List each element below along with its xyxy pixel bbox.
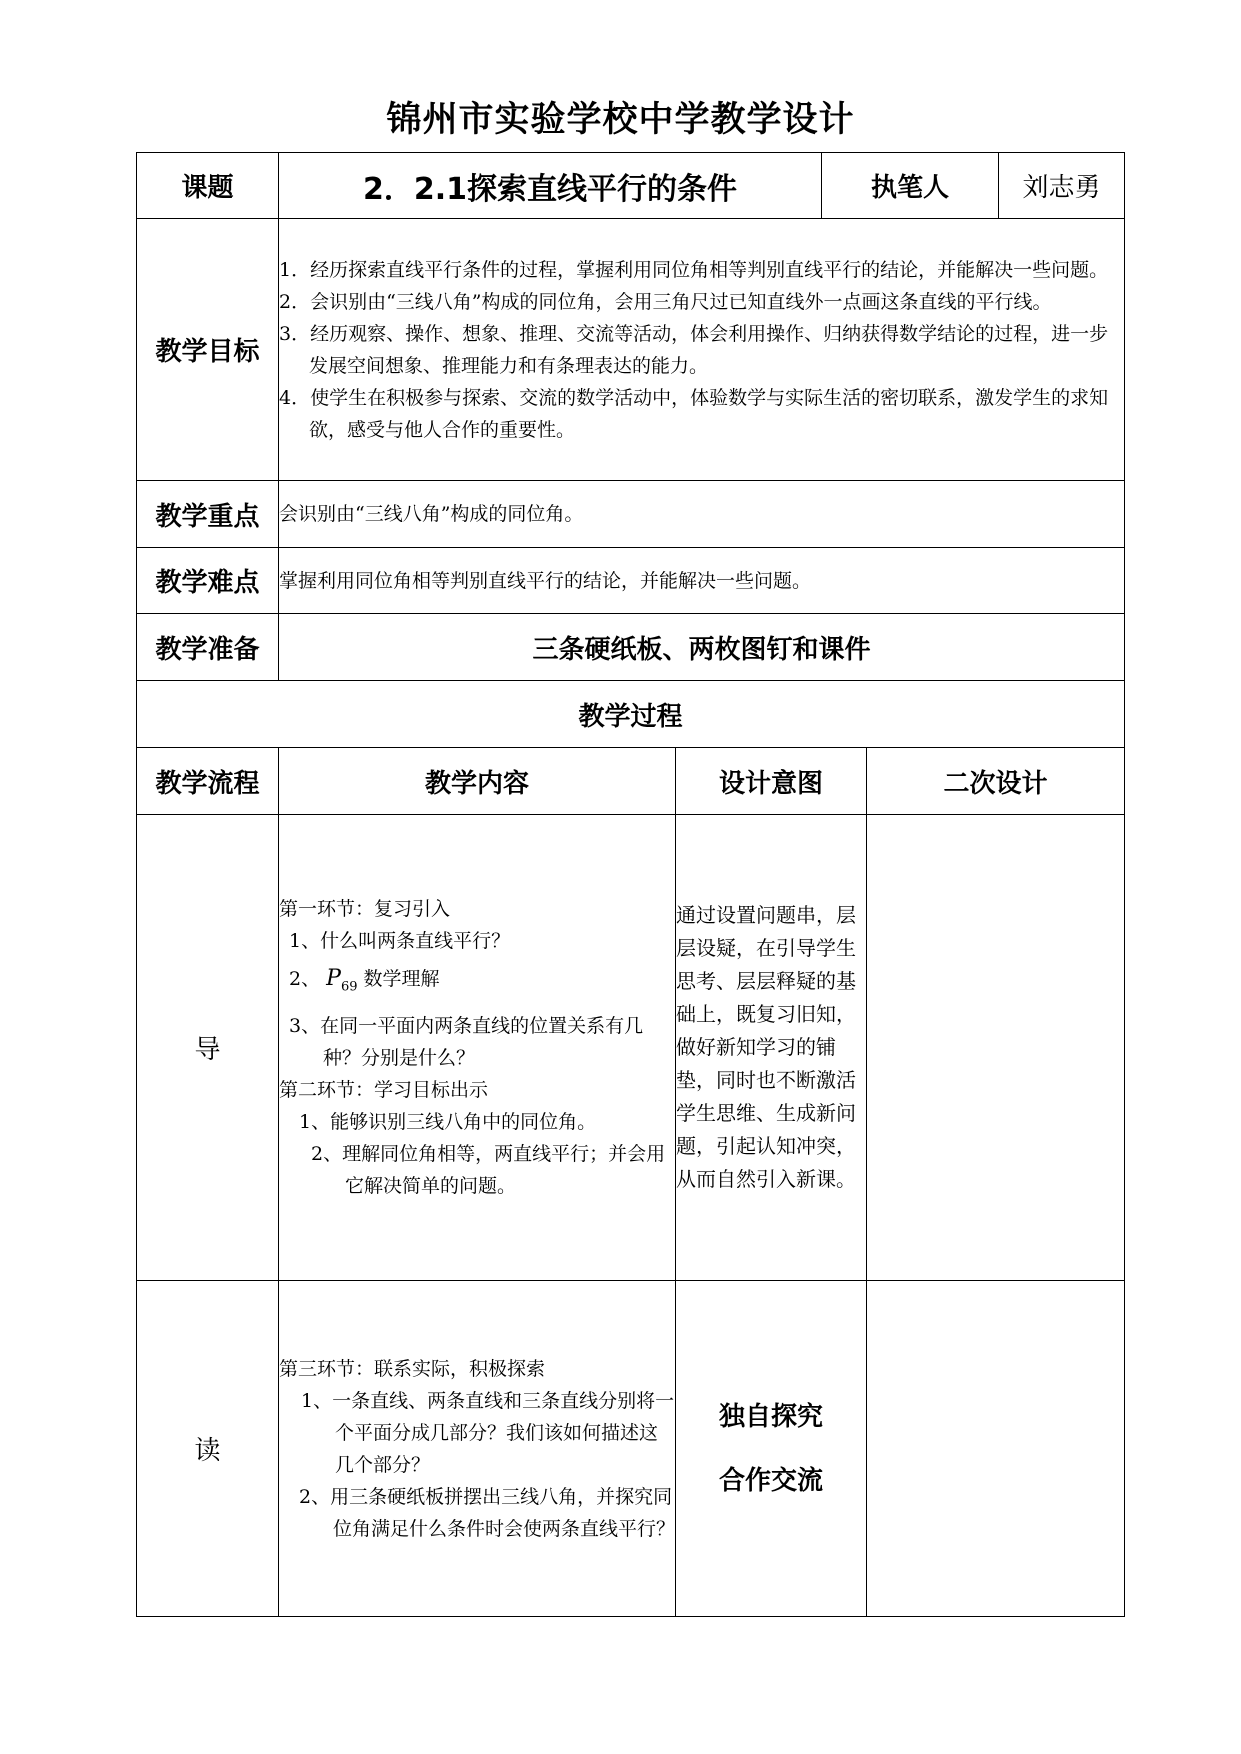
intent-line: 独自探究 [718,1401,823,1432]
document-title: 锦州市实验学校中学教学设计 [386,100,855,140]
design-intent: 通过设置问题串，层层设疑，在引导学生思考、层层释疑的基础上，既复习旧知，做好新知学习的铺垫，同时也不断激活学生思维、生成新问题，引起认知冲突，从而自然引入新课。 [676,815,867,1281]
section-heading: 第一环节：复习引入 [279,898,451,921]
goal-item: 3．经历观察、操作、想象、推理、交流等活动，体会利用操作、归纳获得数学结论的过程，进一步发展空间想象、推理能力和有条理表达的能力。 [279,322,1109,377]
goal-item: 1．经历探索直线平行条件的过程，掌握利用同位角相等判别直线平行的结论，并能解决一些问题。 [279,258,1109,281]
key-point-row [137,481,1125,548]
preparation-value: 三条硬纸板、两枚图钉和课件 [279,614,1125,681]
difficulty-label: 教学难点 [137,548,279,614]
section-heading: 第三环节：联系实际，积极探索 [279,1357,546,1380]
second-design [867,815,1125,1281]
question-item: 1、一条直线、两条直线和三条直线分别将一个平面分成几部分？我们该如何描述这几个部分？ [301,1389,675,1476]
question-text: 数学理解 [357,968,440,991]
author-value: 刘志勇 [999,153,1125,219]
goals-label: 教学目标 [137,219,279,481]
goals-row [137,219,1125,481]
question-item [279,963,675,1003]
page-reference [326,966,358,995]
column-header-content: 教学内容 [279,748,676,815]
author-label: 执笔人 [822,153,999,219]
goal-item: 1、能够识别三线八角中的同位角。 [299,1110,597,1133]
section-heading: 第二环节：学习目标出示 [279,1078,489,1101]
preparation-row [137,614,1125,681]
table-row [137,815,1125,1281]
intent-line: 合作交流 [718,1465,823,1496]
difficulty-value: 掌握利用同位角相等判别直线平行的结论，并能解决一些问题。 [279,548,1125,614]
page-number: 69 [340,979,358,995]
difficulty-row [137,548,1125,614]
topic-row [137,153,1125,219]
question-number: 2、 [289,968,321,991]
stage-content [279,1281,676,1617]
stage-label: 读 [137,1281,279,1617]
goal-item: 4．使学生在积极参与探索、交流的数学活动中，体验数学与实际生活的密切联系，激发学生的求知欲，感受与他人合作的重要性。 [279,386,1109,441]
stage-label: 导 [137,815,279,1281]
table-row [137,1281,1125,1617]
lesson-plan-table [136,152,1125,1617]
design-intent [676,1281,867,1617]
question-item: 2、用三条硬纸板拼摆出三线八角，并探究同位角满足什么条件时会使两条直线平行？ [299,1485,676,1540]
key-point-value: 会识别由“三线八角”构成的同位角。 [279,481,1125,548]
column-header-intent: 设计意图 [676,748,867,815]
process-title-row [137,681,1125,748]
question-item: 3、在同一平面内两条直线的位置关系有几种？分别是什么？ [289,1014,644,1069]
preparation-label: 教学准备 [137,614,279,681]
page-variable: P [326,966,341,992]
column-header-stage: 教学流程 [137,748,279,815]
process-title: 教学过程 [137,681,1125,748]
stage-content [279,815,676,1281]
goal-item: 2、理解同位角相等，两直线平行；并会用它解决简单的问题。 [311,1142,666,1197]
topic-value: 2．2.1探索直线平行的条件 [279,153,822,219]
column-header-second: 二次设计 [867,748,1125,815]
question-item: 1、什么叫两条直线平行？ [289,930,511,953]
second-design [867,1281,1125,1617]
column-header-row [137,748,1125,815]
goals-list [279,219,1125,481]
key-point-label: 教学重点 [137,481,279,548]
topic-label: 课题 [137,153,279,219]
goal-item: 2．会识别由“三线八角”构成的同位角，会用三角尺过已知直线外一点画这条直线的平行线。 [279,290,1052,313]
